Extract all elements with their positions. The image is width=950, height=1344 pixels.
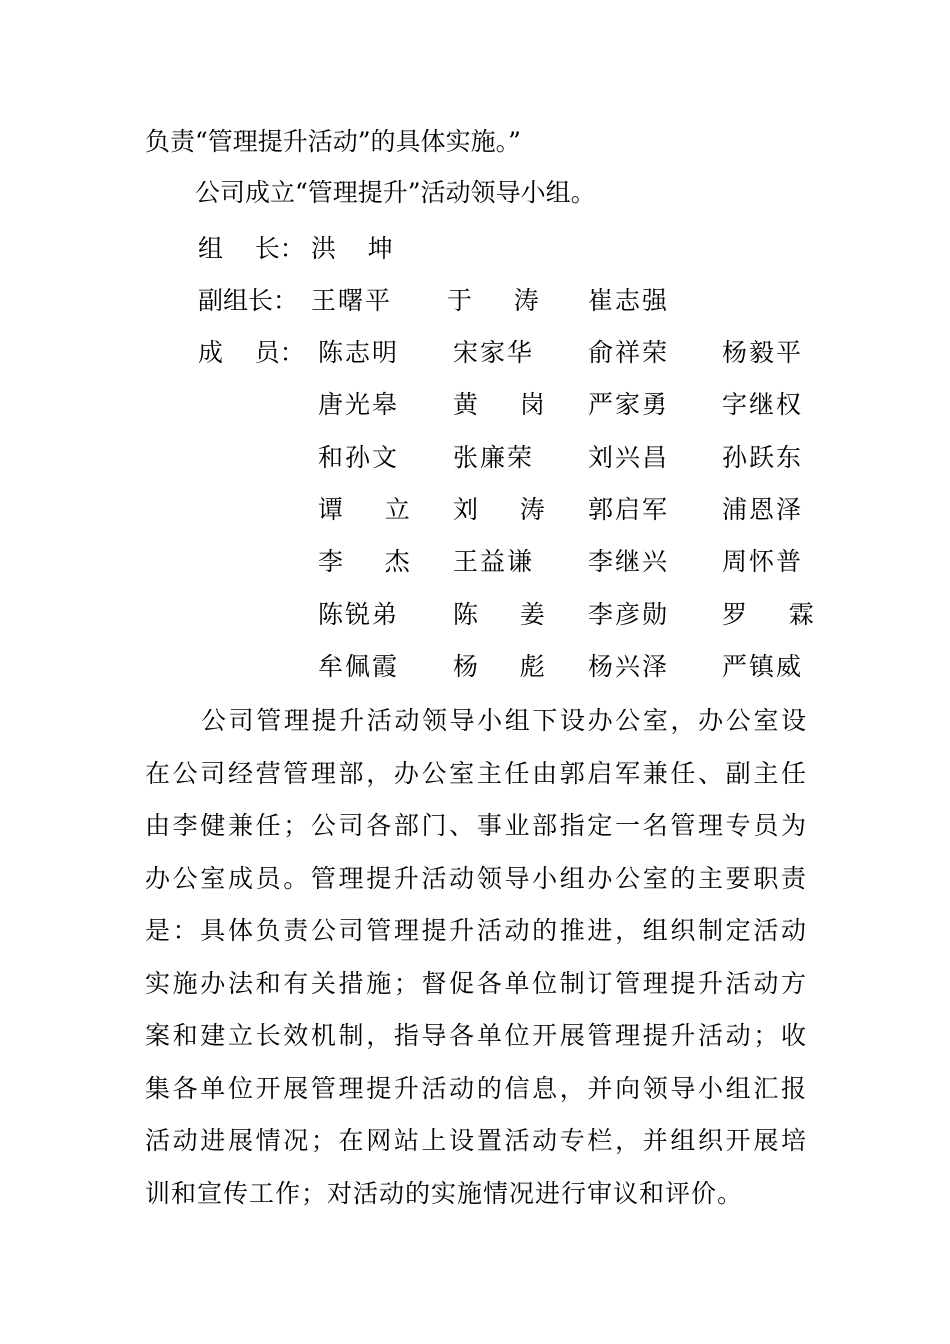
member-name: 和孙文 (318, 442, 400, 472)
member-name: 李继兴 (588, 547, 670, 577)
member-name: 刘 涛 (453, 494, 547, 524)
deputies-label: 副组长： (198, 286, 299, 315)
paragraph-line: 办公室成员。管理提升活动领导小组办公室的主要职责 (145, 863, 807, 893)
member-name: 孙跃东 (722, 442, 804, 472)
member-name: 唐光皋 (318, 390, 400, 420)
paragraph-line: 在公司经营管理部，办公室主任由郭启军兼任、副主任 (145, 758, 807, 788)
member-name: 张廉荣 (453, 442, 535, 472)
member-name: 罗 霖 (722, 599, 816, 629)
member-name: 杨 彪 (453, 651, 547, 681)
paragraph-line: 集各单位开展管理提升活动的信息，并向领导小组汇报 (145, 1073, 807, 1103)
member-name: 谭 立 (318, 494, 412, 524)
intro-line: 负责“管理提升活动”的具体实施。” (145, 127, 521, 156)
member-name: 杨毅平 (722, 338, 804, 367)
member-name: 王益谦 (453, 547, 535, 577)
member-name: 杨兴泽 (588, 651, 670, 681)
paragraph-line: 训和宣传工作；对活动的实施情况进行审议和评价。 (145, 1178, 744, 1208)
paragraph-line: 案和建立长效机制，指导各单位开展管理提升活动；收 (145, 1021, 807, 1050)
member-name: 陈 姜 (453, 599, 547, 629)
member-name: 李 杰 (318, 547, 412, 577)
leader-label: 组 长： (198, 234, 305, 263)
deputy-name: 于 涛 (447, 286, 541, 315)
member-name: 字继权 (722, 390, 804, 420)
member-name: 郭启军 (588, 494, 670, 524)
member-name: 李彦勋 (588, 599, 670, 629)
paragraph-line: 实施办法和有关措施；督促各单位制订管理提升活动方 (145, 968, 807, 998)
paragraph-line: 公司管理提升活动领导小组下设办公室，办公室设 (201, 706, 807, 735)
members-label: 成 员： (198, 338, 305, 367)
member-name: 浦恩泽 (722, 494, 804, 524)
member-name: 周怀普 (722, 547, 804, 577)
member-name: 严镇威 (722, 651, 804, 681)
member-name: 牟佩霞 (318, 651, 400, 681)
paragraph-line: 活动进展情况；在网站上设置活动专栏，并组织开展培 (145, 1126, 807, 1155)
paragraph-line: 由李健兼任；公司各部门、事业部指定一名管理专员为 (145, 811, 807, 840)
member-name: 刘兴昌 (588, 442, 670, 472)
group-intro: 公司成立“管理提升”活动领导小组。 (195, 178, 596, 207)
leader-name: 洪 坤 (311, 234, 393, 263)
deputy-name: 王曙平 (311, 286, 393, 315)
member-name: 陈锐弟 (318, 599, 400, 629)
member-name: 陈志明 (318, 338, 400, 367)
office-paragraph (145, 695, 807, 1220)
deputy-name: 崔志强 (588, 286, 670, 315)
member-name: 宋家华 (453, 338, 535, 367)
member-name: 黄 岗 (453, 390, 547, 420)
member-name: 严家勇 (588, 390, 670, 420)
member-name: 俞祥荣 (588, 338, 670, 367)
paragraph-line: 是：具体负责公司管理提升活动的推进，组织制定活动 (145, 916, 807, 945)
